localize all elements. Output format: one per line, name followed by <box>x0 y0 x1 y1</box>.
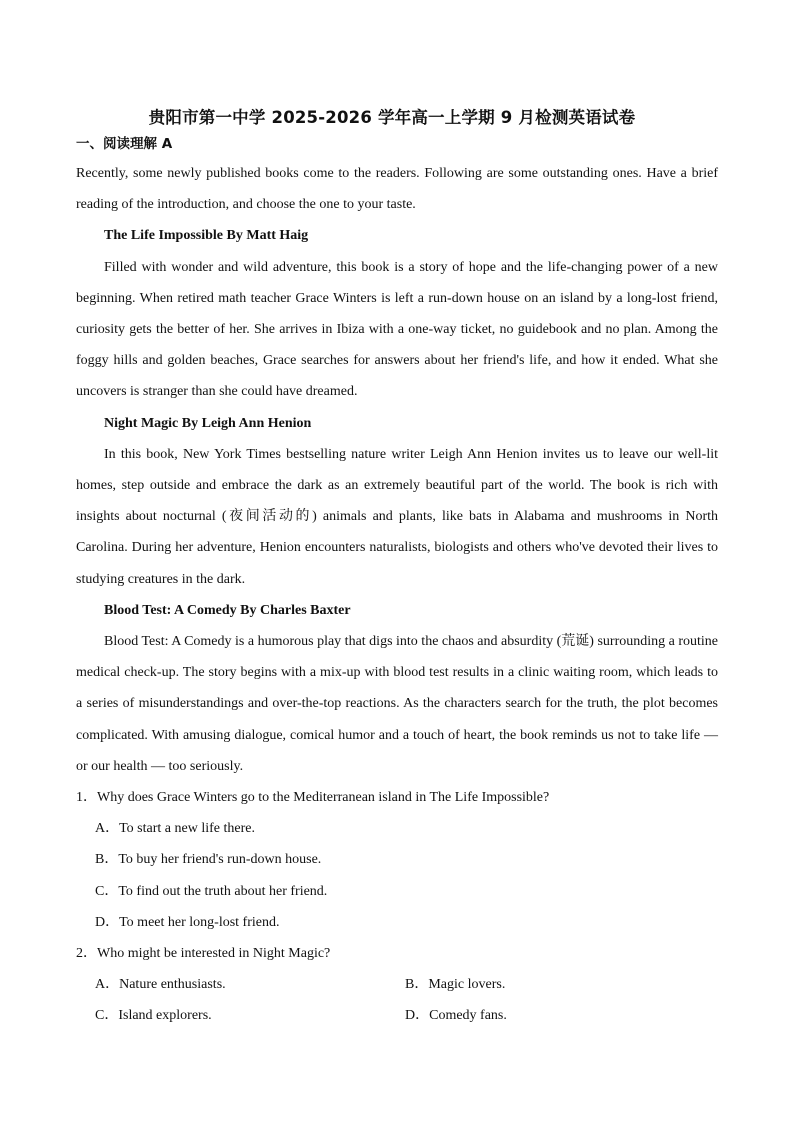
question-2-option-d[interactable]: D．Comedy fans. <box>405 1008 507 1024</box>
book-description-2: In this book, New York Times bestselling nature writer Leigh Ann Henion invites us to leave our well-lit homes, step outside and embrace the dark as an extremely beautiful part of the world. The book is rich with insights about nocturnal (夜间活动的) animals and plants, like bats in Alabama and mushrooms in North Carolina. During her adventure, Henion encounters naturalists, biologists and others who've devoted their lives to studying creatures in the dark. <box>76 446 718 587</box>
question-1-options <box>95 813 718 938</box>
book-title-3: Blood Test: A Comedy By Charles Baxter <box>104 602 351 618</box>
question-1-stem: 1．Why does Grace Winters go to the Mediterranean island in The Life Impossible? <box>76 790 550 806</box>
book-description-1: Filled with wonder and wild adventure, this book is a story of hope and the life-changing power of a new beginning. When retired math teacher Grace Winters is left a run-down house on an island by a long-lost friend, curiosity gets the better of her. She arrives in Ibiza with a one-way ticket, no guidebook and no plan. Among the foggy hills and golden beaches, Grace searches for answers about her friend's life, and how it ended. What she uncovers is stranger than she could have dreamed. <box>76 259 718 400</box>
question-2-option-c[interactable]: C．Island explorers. <box>95 1008 212 1024</box>
exam-page <box>76 104 718 1032</box>
question-2-stem: 2．Who might be interested in Night Magic? <box>76 946 331 962</box>
question-2-options <box>95 969 718 1031</box>
question-2-options-row-1 <box>95 969 718 1000</box>
question-2-option-a[interactable]: A．Nature enthusiasts. <box>95 977 226 993</box>
question-2-options-row-2 <box>95 1000 718 1031</box>
question-1-option-b[interactable]: B．To buy her friend's run-down house. <box>95 852 322 868</box>
book-title-1: The Life Impossible By Matt Haig <box>104 228 309 244</box>
question-1-option-c[interactable]: C．To find out the truth about her friend. <box>95 883 328 899</box>
question-1-option-d[interactable]: D．To meet her long-lost friend. <box>95 914 280 930</box>
page-title: 贵阳市第一中学 2025-2026 学年高一上学期 9 月检测英语试卷 <box>148 108 636 127</box>
intro-paragraph: Recently, some newly published books come to the readers. Following are some outstanding ones. Have a brief reading of the introduction, and choose the one to your taste. <box>76 166 718 213</box>
question-2-option-b[interactable]: B．Magic lovers. <box>405 977 506 993</box>
book-description-3: Blood Test: A Comedy is a humorous play that digs into the chaos and absurdity (荒诞) surrounding a routine medical check-up. The story begins with a mix-up with blood test results in a clinic waiting room, which leads to a series of misunderstandings and over-the-top reactions. As the characters search for the truth, the plot becomes complicated. With amusing dialogue, comical humor and a touch of heart, the book reminds us not to take life — or our health — too seriously. <box>76 634 718 774</box>
section-heading: 一、阅读理解 A <box>76 136 173 152</box>
question-1-option-a[interactable]: A．To start a new life there. <box>95 821 255 837</box>
book-title-2: Night Magic By Leigh Ann Henion <box>104 415 312 431</box>
